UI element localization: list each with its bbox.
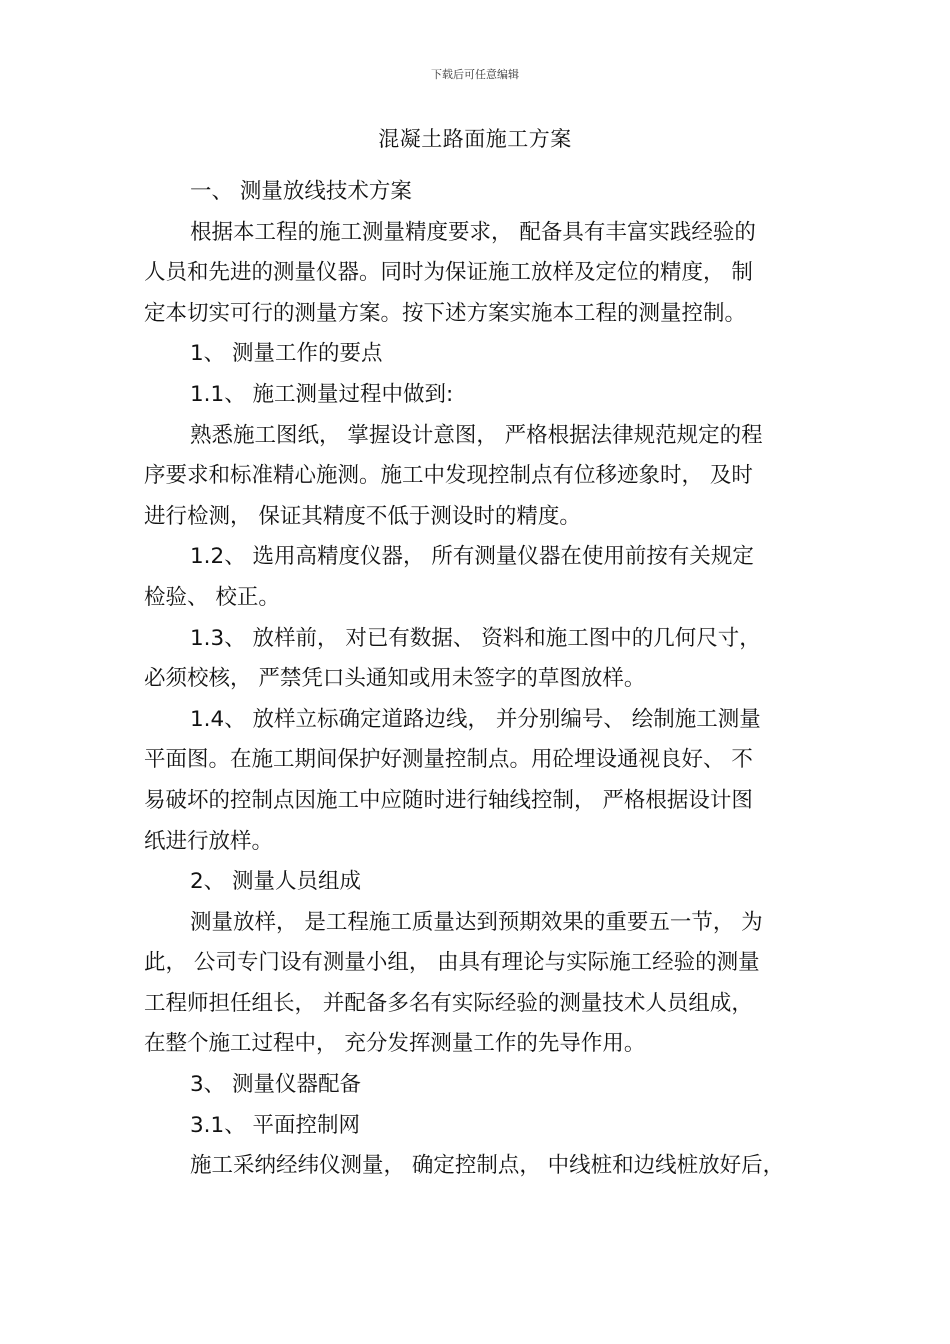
text-line: 测量放样， 是工程施工质量达到预期效果的重要五一节， 为 [190, 909, 763, 935]
text-line: 平面图。在施工期间保护好测量控制点。用砼埋设通视良好、 不 [144, 747, 753, 773]
text-line: 此， 公司专门设有测量小组， 由具有理论与实际施工经验的测量 [144, 950, 760, 976]
text-line: 定本切实可行的测量方案。按下述方案实施本工程的测量控制。 [144, 300, 747, 326]
text-line: 1.3、 放样前， 对已有数据、 资料和施工图中的几何尺寸， [190, 625, 761, 651]
text-line: 3、 测量仪器配备 [190, 1072, 362, 1098]
text-line: 3.1、 平面控制网 [190, 1112, 361, 1138]
text-line: 检验、 校正。 [144, 584, 280, 610]
text-line: 在整个施工过程中， 充分发挥测量工作的先导作用。 [144, 1031, 646, 1057]
text-line: 2、 测量人员组成 [190, 869, 362, 895]
text-line: 工程师担任组长， 并配备多名有实际经验的测量技术人员组成， [144, 990, 753, 1016]
text-line: 易破坏的控制点因施工中应随时进行轴线控制， 严格根据设计图 [144, 787, 753, 813]
text-line: 根据本工程的施工测量精度要求， 配备具有丰富实践经验的 [190, 219, 756, 245]
page-title: 混凝土路面施工方案 [378, 127, 572, 151]
text-line: 熟悉施工图纸， 掌握设计意图， 严格根据法律规范规定的程 [190, 422, 763, 448]
text-line: 人员和先进的测量仪器。同时为保证施工放样及定位的精度， 制 [144, 260, 753, 286]
text-line: 施工采纳经纬仪测量， 确定控制点， 中线桩和边线桩放好后， [190, 1153, 785, 1179]
text-line: 1.2、 选用高精度仪器， 所有测量仪器在使用前按有关规定 [190, 544, 754, 570]
text-line: 进行检测， 保证其精度不低于测设时的精度。 [144, 503, 581, 529]
text-line: 一、 测量放线技术方案 [190, 179, 412, 204]
header-note: 下载后可任意编辑 [431, 68, 519, 81]
text-line: 1.1、 施工测量过程中做到: [190, 381, 454, 407]
text-line: 序要求和标准精心施测。施工中发现控制点有位移迹象时， 及时 [144, 463, 753, 489]
body-text [144, 172, 806, 1187]
text-line: 1.4、 放样立标确定道路边线， 并分别编号、 绘制施工测量 [190, 706, 761, 732]
text-line: 1、 测量工作的要点 [190, 341, 383, 367]
text-line: 纸进行放样。 [144, 828, 274, 854]
text-line: 必须校核， 严禁凭口头通知或用未签字的草图放样。 [144, 666, 646, 692]
